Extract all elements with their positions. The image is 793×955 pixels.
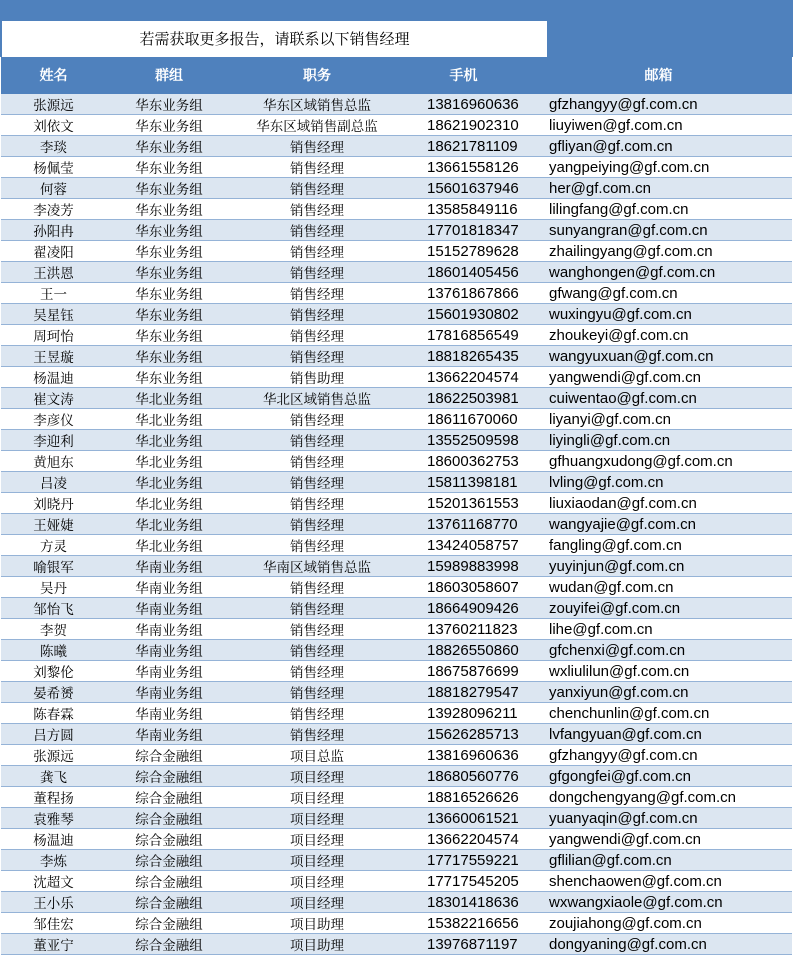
group-cell: 综合金融组 (106, 871, 232, 892)
position-cell: 华南区域销售总监 (232, 556, 402, 577)
email-cell: chenchunlin@gf.com.cn (525, 703, 792, 724)
email-cell: gfzhangyy@gf.com.cn (525, 94, 792, 115)
name-cell: 邹怡飞 (1, 598, 106, 619)
phone-cell: 15626285713 (402, 724, 525, 745)
name-cell: 邹佳宏 (1, 913, 106, 934)
email-cell: lvfangyuan@gf.com.cn (525, 724, 792, 745)
name-cell: 龚飞 (1, 766, 106, 787)
position-cell: 项目助理 (232, 913, 402, 934)
group-cell: 华东业务组 (106, 346, 232, 367)
position-cell: 项目总监 (232, 745, 402, 766)
group-cell: 华北业务组 (106, 409, 232, 430)
phone-cell: 18603058607 (402, 577, 525, 598)
group-cell: 华东业务组 (106, 325, 232, 346)
position-cell: 销售经理 (232, 493, 402, 514)
phone-cell: 15601930802 (402, 304, 525, 325)
position-cell: 华东区域销售总监 (232, 94, 402, 115)
phone-cell: 13660061521 (402, 808, 525, 829)
position-cell: 销售经理 (232, 409, 402, 430)
name-cell: 李彦仪 (1, 409, 106, 430)
position-cell: 销售经理 (232, 724, 402, 745)
phone-cell: 18601405456 (402, 262, 525, 283)
table-row (1, 682, 792, 703)
table-row (1, 94, 792, 115)
group-cell: 综合金融组 (106, 766, 232, 787)
position-cell: 销售经理 (232, 136, 402, 157)
position-cell: 项目经理 (232, 871, 402, 892)
email-cell: wxliulilun@gf.com.cn (525, 661, 792, 682)
group-cell: 华东业务组 (106, 283, 232, 304)
contact-notice (2, 21, 547, 57)
table-row (1, 640, 792, 661)
name-cell: 李迎利 (1, 430, 106, 451)
table-body (1, 94, 792, 955)
group-cell: 华东业务组 (106, 262, 232, 283)
email-cell: sunyangran@gf.com.cn (525, 220, 792, 241)
position-cell: 销售经理 (232, 577, 402, 598)
group-cell: 华东业务组 (106, 115, 232, 136)
phone-cell: 13552509598 (402, 430, 525, 451)
position-cell: 销售经理 (232, 178, 402, 199)
position-cell: 销售经理 (232, 283, 402, 304)
email-cell: her@gf.com.cn (525, 178, 792, 199)
group-cell: 综合金融组 (106, 913, 232, 934)
email-cell: gfgongfei@gf.com.cn (525, 766, 792, 787)
column-header-name: 姓名 (1, 57, 106, 94)
name-cell: 王小乐 (1, 892, 106, 913)
name-cell: 周珂怡 (1, 325, 106, 346)
contact-notice-text: 若需获取更多报告，请联系以下销售经理 (139, 30, 410, 48)
group-cell: 华南业务组 (106, 640, 232, 661)
phone-cell: 18826550860 (402, 640, 525, 661)
email-cell: yuyinjun@gf.com.cn (525, 556, 792, 577)
table-row (1, 241, 792, 262)
phone-cell: 17717559221 (402, 850, 525, 871)
group-cell: 华南业务组 (106, 598, 232, 619)
phone-cell: 15152789628 (402, 241, 525, 262)
email-cell: yangwendi@gf.com.cn (525, 829, 792, 850)
table-header-row (1, 57, 792, 94)
sales-contact-table (1, 57, 792, 955)
table-row (1, 409, 792, 430)
email-cell: dongyaning@gf.com.cn (525, 934, 792, 955)
phone-cell: 13816960636 (402, 94, 525, 115)
group-cell: 华南业务组 (106, 577, 232, 598)
name-cell: 晏希赟 (1, 682, 106, 703)
email-cell: lihe@gf.com.cn (525, 619, 792, 640)
group-cell: 华北业务组 (106, 493, 232, 514)
position-cell: 项目经理 (232, 850, 402, 871)
name-cell: 张源远 (1, 94, 106, 115)
table-row (1, 199, 792, 220)
phone-cell: 13816960636 (402, 745, 525, 766)
position-cell: 销售经理 (232, 451, 402, 472)
phone-cell: 18818265435 (402, 346, 525, 367)
table-row (1, 577, 792, 598)
phone-cell: 18664909426 (402, 598, 525, 619)
phone-cell: 18611670060 (402, 409, 525, 430)
name-cell: 王洪恩 (1, 262, 106, 283)
group-cell: 华东业务组 (106, 178, 232, 199)
phone-cell: 17816856549 (402, 325, 525, 346)
table-row (1, 661, 792, 682)
table-row (1, 934, 792, 955)
group-cell: 华北业务组 (106, 514, 232, 535)
email-cell: yangwendi@gf.com.cn (525, 367, 792, 388)
table-row (1, 451, 792, 472)
name-cell: 陈曦 (1, 640, 106, 661)
table-row (1, 535, 792, 556)
position-cell: 销售经理 (232, 346, 402, 367)
group-cell: 华东业务组 (106, 367, 232, 388)
table-row (1, 598, 792, 619)
phone-cell: 18680560776 (402, 766, 525, 787)
group-cell: 华东业务组 (106, 199, 232, 220)
position-cell: 项目助理 (232, 934, 402, 955)
table-row (1, 157, 792, 178)
name-cell: 董程扬 (1, 787, 106, 808)
name-cell: 张源远 (1, 745, 106, 766)
email-cell: liyingli@gf.com.cn (525, 430, 792, 451)
position-cell: 销售经理 (232, 157, 402, 178)
position-cell: 项目经理 (232, 892, 402, 913)
table-row (1, 556, 792, 577)
email-cell: gfzhangyy@gf.com.cn (525, 745, 792, 766)
phone-cell: 18622503981 (402, 388, 525, 409)
name-cell: 李炼 (1, 850, 106, 871)
group-cell: 华东业务组 (106, 157, 232, 178)
name-cell: 孙阳冉 (1, 220, 106, 241)
position-cell: 销售助理 (232, 367, 402, 388)
email-cell: lvling@gf.com.cn (525, 472, 792, 493)
name-cell: 杨佩莹 (1, 157, 106, 178)
column-header-position: 职务 (232, 57, 402, 94)
table-row (1, 430, 792, 451)
table-row (1, 325, 792, 346)
position-cell: 销售经理 (232, 598, 402, 619)
table-row (1, 871, 792, 892)
group-cell: 华北业务组 (106, 472, 232, 493)
table-row (1, 115, 792, 136)
group-cell: 综合金融组 (106, 892, 232, 913)
name-cell: 喻银军 (1, 556, 106, 577)
column-header-group: 群组 (106, 57, 232, 94)
phone-cell: 13760211823 (402, 619, 525, 640)
column-header-phone: 手机 (402, 57, 525, 94)
group-cell: 华东业务组 (106, 94, 232, 115)
name-cell: 李贺 (1, 619, 106, 640)
column-header-email: 邮箱 (525, 57, 792, 94)
phone-cell: 15601637946 (402, 178, 525, 199)
name-cell: 何蓉 (1, 178, 106, 199)
table-row (1, 220, 792, 241)
position-cell: 销售经理 (232, 703, 402, 724)
name-cell: 王昱璇 (1, 346, 106, 367)
email-cell: wangyajie@gf.com.cn (525, 514, 792, 535)
phone-cell: 13928096211 (402, 703, 525, 724)
email-cell: zouyifei@gf.com.cn (525, 598, 792, 619)
group-cell: 华东业务组 (106, 220, 232, 241)
email-cell: yangpeiying@gf.com.cn (525, 157, 792, 178)
group-cell: 华北业务组 (106, 388, 232, 409)
phone-cell: 18818279547 (402, 682, 525, 703)
name-cell: 吴星钰 (1, 304, 106, 325)
phone-cell: 18675876699 (402, 661, 525, 682)
phone-cell: 18621902310 (402, 115, 525, 136)
table-row (1, 619, 792, 640)
name-cell: 黄旭东 (1, 451, 106, 472)
table-row (1, 808, 792, 829)
group-cell: 华南业务组 (106, 682, 232, 703)
position-cell: 项目经理 (232, 766, 402, 787)
name-cell: 吕凌 (1, 472, 106, 493)
email-cell: lilingfang@gf.com.cn (525, 199, 792, 220)
position-cell: 销售经理 (232, 220, 402, 241)
name-cell: 杨温迪 (1, 367, 106, 388)
table-row (1, 472, 792, 493)
table-row (1, 766, 792, 787)
phone-cell: 17701818347 (402, 220, 525, 241)
email-cell: gfhuangxudong@gf.com.cn (525, 451, 792, 472)
group-cell: 华北业务组 (106, 430, 232, 451)
email-cell: gfwang@gf.com.cn (525, 283, 792, 304)
phone-cell: 18816526626 (402, 787, 525, 808)
table-row (1, 283, 792, 304)
table-row (1, 514, 792, 535)
position-cell: 销售经理 (232, 325, 402, 346)
table-row (1, 850, 792, 871)
group-cell: 华北业务组 (106, 451, 232, 472)
position-cell: 销售经理 (232, 640, 402, 661)
phone-cell: 15989883998 (402, 556, 525, 577)
position-cell: 项目经理 (232, 787, 402, 808)
email-cell: gfliyan@gf.com.cn (525, 136, 792, 157)
position-cell: 销售经理 (232, 682, 402, 703)
table-row (1, 493, 792, 514)
phone-cell: 13761168770 (402, 514, 525, 535)
group-cell: 华南业务组 (106, 661, 232, 682)
table-row (1, 388, 792, 409)
name-cell: 袁雅琴 (1, 808, 106, 829)
group-cell: 综合金融组 (106, 934, 232, 955)
position-cell: 销售经理 (232, 199, 402, 220)
name-cell: 吴丹 (1, 577, 106, 598)
email-cell: liuxiaodan@gf.com.cn (525, 493, 792, 514)
group-cell: 综合金融组 (106, 850, 232, 871)
email-cell: fangling@gf.com.cn (525, 535, 792, 556)
name-cell: 翟凌阳 (1, 241, 106, 262)
name-cell: 方灵 (1, 535, 106, 556)
position-cell: 项目经理 (232, 829, 402, 850)
email-cell: dongchengyang@gf.com.cn (525, 787, 792, 808)
position-cell: 销售经理 (232, 514, 402, 535)
email-cell: gfchenxi@gf.com.cn (525, 640, 792, 661)
table-row (1, 304, 792, 325)
name-cell: 吕方圆 (1, 724, 106, 745)
position-cell: 销售经理 (232, 619, 402, 640)
phone-cell: 15201361553 (402, 493, 525, 514)
email-cell: yuanyaqin@gf.com.cn (525, 808, 792, 829)
table-row (1, 178, 792, 199)
phone-cell: 13662204574 (402, 367, 525, 388)
position-cell: 华北区域销售总监 (232, 388, 402, 409)
phone-cell: 18600362753 (402, 451, 525, 472)
position-cell: 销售经理 (232, 262, 402, 283)
phone-cell: 13661558126 (402, 157, 525, 178)
email-cell: liyanyi@gf.com.cn (525, 409, 792, 430)
name-cell: 刘依文 (1, 115, 106, 136)
phone-cell: 13424058757 (402, 535, 525, 556)
name-cell: 董亚宁 (1, 934, 106, 955)
name-cell: 王娅婕 (1, 514, 106, 535)
name-cell: 刘晓丹 (1, 493, 106, 514)
position-cell: 华东区域销售副总监 (232, 115, 402, 136)
table-row (1, 892, 792, 913)
email-cell: wxwangxiaole@gf.com.cn (525, 892, 792, 913)
email-cell: wangyuxuan@gf.com.cn (525, 346, 792, 367)
name-cell: 王一 (1, 283, 106, 304)
email-cell: zhoukeyi@gf.com.cn (525, 325, 792, 346)
position-cell: 销售经理 (232, 472, 402, 493)
name-cell: 沈超文 (1, 871, 106, 892)
email-cell: wudan@gf.com.cn (525, 577, 792, 598)
group-cell: 华南业务组 (106, 619, 232, 640)
group-cell: 华东业务组 (106, 304, 232, 325)
table-row (1, 724, 792, 745)
table-row (1, 136, 792, 157)
table-row (1, 745, 792, 766)
group-cell: 综合金融组 (106, 829, 232, 850)
table-row (1, 262, 792, 283)
position-cell: 销售经理 (232, 430, 402, 451)
email-cell: shenchaowen@gf.com.cn (525, 871, 792, 892)
phone-cell: 13585849116 (402, 199, 525, 220)
table-row (1, 829, 792, 850)
group-cell: 华东业务组 (106, 136, 232, 157)
group-cell: 华东业务组 (106, 241, 232, 262)
position-cell: 销售经理 (232, 535, 402, 556)
table-row (1, 346, 792, 367)
table-row (1, 703, 792, 724)
group-cell: 综合金融组 (106, 787, 232, 808)
position-cell: 销售经理 (232, 241, 402, 262)
email-cell: yanxiyun@gf.com.cn (525, 682, 792, 703)
table-row (1, 787, 792, 808)
phone-cell: 13761867866 (402, 283, 525, 304)
email-cell: gflilian@gf.com.cn (525, 850, 792, 871)
name-cell: 刘黎伦 (1, 661, 106, 682)
group-cell: 华南业务组 (106, 556, 232, 577)
name-cell: 李琰 (1, 136, 106, 157)
phone-cell: 18621781109 (402, 136, 525, 157)
phone-cell: 13976871197 (402, 934, 525, 955)
email-cell: zhailingyang@gf.com.cn (525, 241, 792, 262)
group-cell: 综合金融组 (106, 745, 232, 766)
position-cell: 销售经理 (232, 304, 402, 325)
phone-cell: 15811398181 (402, 472, 525, 493)
email-cell: cuiwentao@gf.com.cn (525, 388, 792, 409)
position-cell: 销售经理 (232, 661, 402, 682)
email-cell: zoujiahong@gf.com.cn (525, 913, 792, 934)
table-row (1, 367, 792, 388)
phone-cell: 17717545205 (402, 871, 525, 892)
position-cell: 项目经理 (232, 808, 402, 829)
group-cell: 华南业务组 (106, 703, 232, 724)
group-cell: 综合金融组 (106, 808, 232, 829)
name-cell: 陈春霖 (1, 703, 106, 724)
name-cell: 李凌芳 (1, 199, 106, 220)
email-cell: liuyiwen@gf.com.cn (525, 115, 792, 136)
phone-cell: 13662204574 (402, 829, 525, 850)
phone-cell: 18301418636 (402, 892, 525, 913)
group-cell: 华北业务组 (106, 535, 232, 556)
name-cell: 杨温迪 (1, 829, 106, 850)
email-cell: wanghongen@gf.com.cn (525, 262, 792, 283)
group-cell: 华南业务组 (106, 724, 232, 745)
name-cell: 崔文涛 (1, 388, 106, 409)
email-cell: wuxingyu@gf.com.cn (525, 304, 792, 325)
phone-cell: 15382216656 (402, 913, 525, 934)
